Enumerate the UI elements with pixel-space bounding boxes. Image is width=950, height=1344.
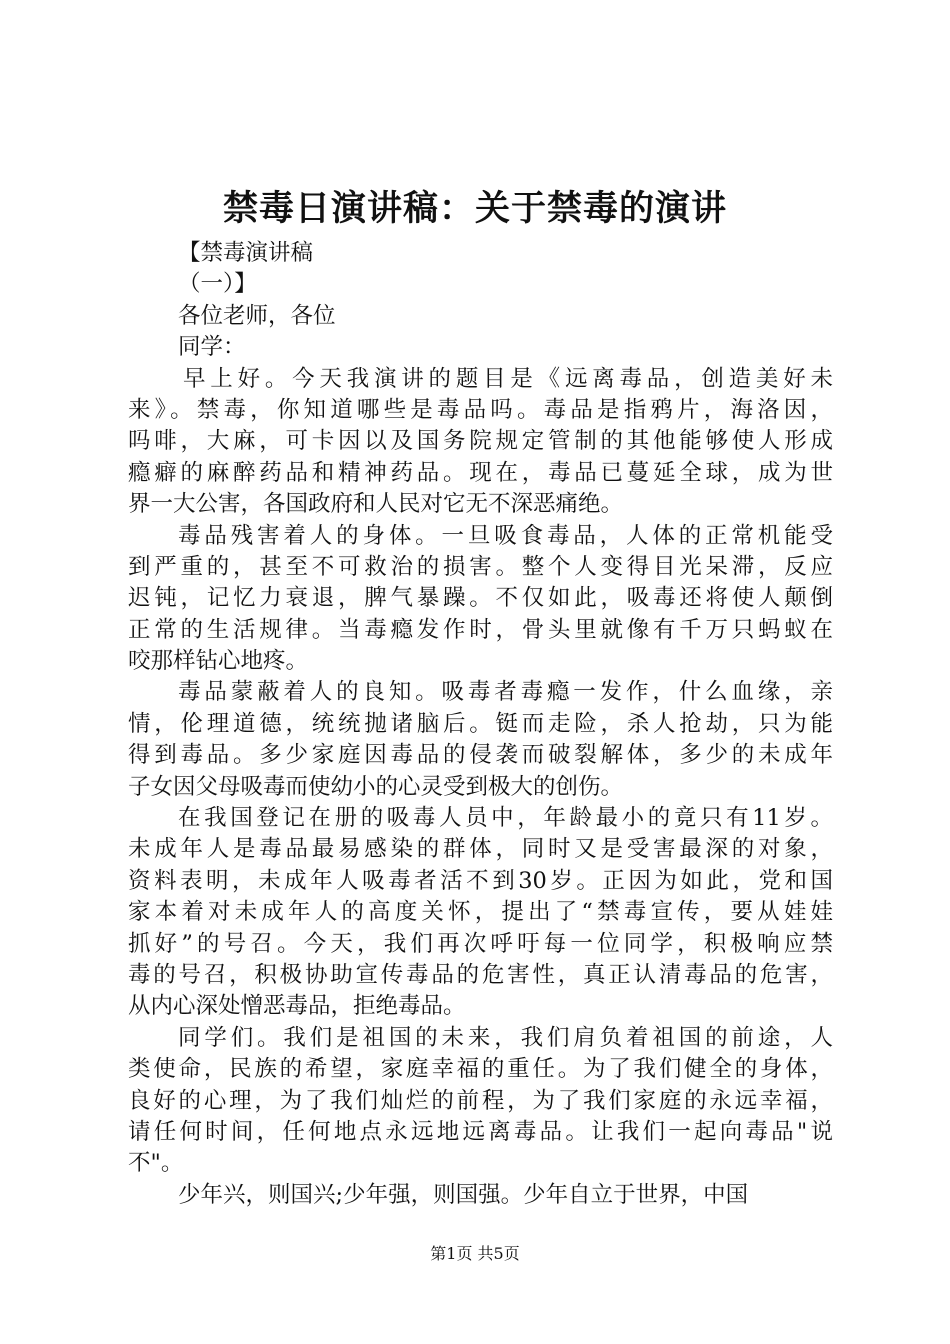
text-line: 毒的号召，积极协助宣传毒品的危害性，真正认清毒品的危害， xyxy=(128,961,833,988)
text-line: （一）】 xyxy=(178,271,257,298)
text-line: 未成年人是毒品最易感染的群体，同时又是受害最深的对象， xyxy=(128,836,833,863)
text-line: 请任何时间，任何地点永远地远离毒品。让我们一起向毒品"说 xyxy=(128,1118,833,1145)
text-line: 到严重的，甚至不可救治的损害。整个人变得目光呆滞，反应 xyxy=(128,553,833,580)
text-line: 吗啡，大麻，可卡因以及国务院规定管制的其他能够使人形成 xyxy=(128,428,833,455)
text-line: 子女因父母吸毒而使幼小的心灵受到极大的创伤。 xyxy=(128,773,624,800)
document-title: 禁毒日演讲稿：关于禁毒的演讲 xyxy=(222,188,727,229)
text-line: 在我国登记在册的吸毒人员中，年龄最小的竟只有11岁。 xyxy=(178,805,833,832)
text-line: 同学： xyxy=(178,334,246,361)
text-line: 不"。 xyxy=(128,1150,184,1177)
text-line: 界一大公害，各国政府和人民对它无不深恶痛绝。 xyxy=(128,491,624,518)
text-line: 来》。禁毒，你知道哪些是毒品吗。毒品是指鸦片，海洛因， xyxy=(128,396,833,423)
text-line: 情，伦理道德，统统抛诸脑后。铤而走险，杀人抢劫，只为能 xyxy=(128,710,833,737)
text-line: 类使命，民族的希望，家庭幸福的重任。为了我们健全的身体， xyxy=(128,1056,833,1083)
text-line: 家本着对未成年人的高度关怀，提出了“禁毒宣传，要从娃娃 xyxy=(128,899,833,926)
text-line: 良好的心理，为了我们灿烂的前程，为了我们家庭的永远幸福， xyxy=(128,1087,833,1114)
text-line: 从内心深处憎恶毒品，拒绝毒品。 xyxy=(128,993,466,1020)
text-line: 各位老师，各位 xyxy=(178,302,336,329)
text-line: 【禁毒演讲稿 xyxy=(178,240,314,266)
text-line: 得到毒品。多少家庭因毒品的侵袭而破裂解体，多少的未成年 xyxy=(128,742,833,769)
text-line: 抓好”的号召。今天，我们再次呼吁每一位同学，积极响应禁 xyxy=(128,930,833,957)
document-body xyxy=(128,238,833,1211)
text-line: 正常的生活规律。当毒瘾发作时，骨头里就像有千万只蚂蚁在 xyxy=(128,616,833,643)
text-line: 瘾癖的麻醉药品和精神药品。现在，毒品已蔓延全球，成为世 xyxy=(128,459,833,486)
text-line: 早上好。今天我演讲的题目是《远离毒品，创造美好未 xyxy=(183,365,833,392)
page-number-footer: 第1页 共5页 xyxy=(430,1244,520,1263)
text-line: 迟钝，记忆力衰退，脾气暴躁。不仅如此，吸毒还将使人颠倒 xyxy=(128,585,833,612)
text-line: 毒品蒙蔽着人的良知。吸毒者毒瘾一发作，什么血缘，亲 xyxy=(178,679,833,706)
text-line: 同学们。我们是祖国的未来，我们肩负着祖国的前途，人 xyxy=(178,1024,833,1051)
text-line: 毒品残害着人的身体。一旦吸食毒品，人体的正常机能受 xyxy=(178,522,833,549)
text-line: 资料表明，未成年人吸毒者活不到30岁。正因为如此，党和国 xyxy=(128,867,833,894)
text-line: 咬那样钻心地疼。 xyxy=(128,648,309,675)
text-line: 少年兴，则国兴;少年强，则国强。少年自立于世界，中国 xyxy=(178,1181,749,1208)
